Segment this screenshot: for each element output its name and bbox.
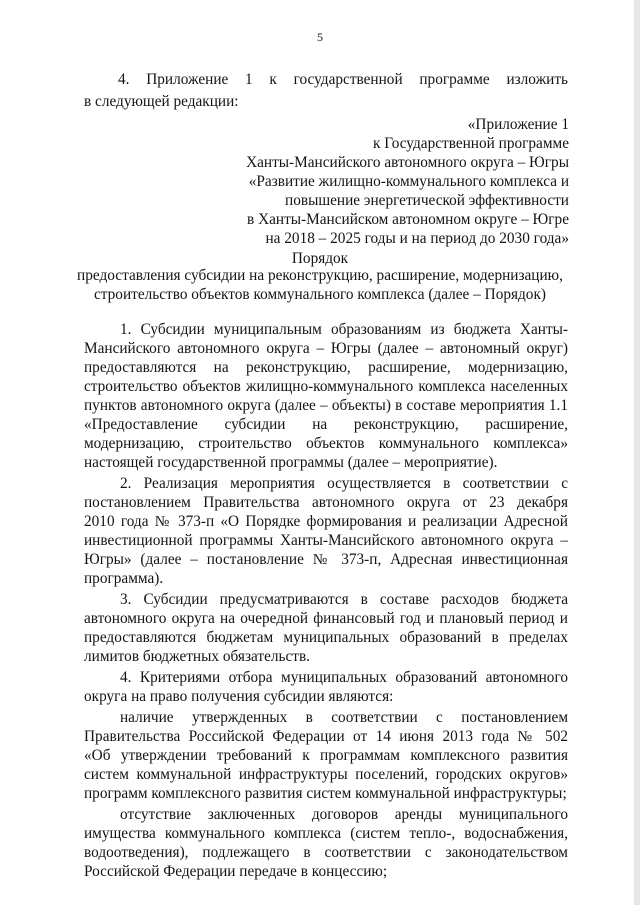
body-line-24: систем коммунальной инфраструктуры поселений, городских округов» [84,766,568,783]
body-line-8: настоящей государственной программы (далее – мероприятие). [84,454,498,471]
body-line-10: постановлением Правительства автономного округа от 23 декабря [84,494,568,511]
body-line-21: наличие утвержденных в соответствии с постановлением [120,709,568,726]
body-line-25: программ комплексного развития систем коммунальной инфраструктуры; [84,785,567,802]
body-line-17: предоставляются бюджетам муниципальных образований в пределах [84,629,568,646]
appendix-header-line-5: повышение энергетической эффективности [285,192,569,209]
title-heading: Порядок [291,250,349,267]
appendix-header-line-6: в Ханты-Мансийском автономном округе – Югре [247,211,569,228]
body-line-20: округа на право получения субсидии являются: [84,688,394,705]
item4-line-1: 4. Приложение 1 к государственной программе изложить [118,71,568,88]
body-line-11: 2010 года № 373-п «О Порядке формирования и реализации Адресной [84,513,568,530]
body-line-22: Правительства Российской Федерации от 14 июня 2013 года № 502 [84,728,568,745]
body-line-18: лимитов бюджетных обязательств. [84,648,310,665]
body-line-23: «Об утверждении требований к программам комплексного развития [84,747,568,764]
title-line-2: строительство объектов коммунального комплекса (далее – Порядок) [94,286,546,303]
appendix-header-line-7: на 2018 – 2025 годы и на период до 2030 года» [265,230,569,247]
body-line-4: строительство объектов жилищно-коммунального комплекса населенных [84,378,568,395]
body-line-9: 2. Реализация мероприятия осуществляется в соответствии с [120,475,568,492]
body-line-28: водоотведения), подлежащего в соответствии с законодательством [84,844,568,861]
body-line-27: имущества коммунального комплекса (систем тепло-, водоснабжения, [84,825,568,842]
appendix-header-line-4: «Развитие жилищно-коммунального комплекса и [248,173,569,190]
body-line-16: автономного округа на очередной финансовый год и плановый период и [84,610,568,627]
appendix-header-line-3: Ханты-Мансийского автономного округа – Югры [246,154,569,171]
body-line-5: пунктов автономного округа (далее – объекты) в составе мероприятия 1.1 [84,397,568,414]
body-line-14: программа). [84,570,164,587]
body-line-26: отсутствие заключенных договоров аренды муниципального [120,806,568,823]
body-line-13: Югры» (далее – постановление № 373-п, Адресная инвестиционная [84,551,568,568]
body-line-3: предоставляются на реконструкцию, расширение, модернизацию, [84,359,568,376]
body-line-1: 1. Субсидии муниципальным образованиям из бюджета Ханты- [120,321,568,338]
body-line-7: модернизацию, строительство объектов коммунального комплекса» [84,435,568,452]
appendix-header-line-2: к Государственной программе [372,135,569,152]
scan-edge-shadow [634,0,640,905]
body-line-6: «Предоставление субсидии на реконструкцию, расширение, [84,416,568,433]
page-number: 5 [317,30,323,44]
body-line-12: инвестиционной программы Ханты-Мансийского автономного округа – [84,532,568,549]
title-line-1: предоставления субсидии на реконструкцию, расширение, модернизацию, [77,267,563,284]
appendix-header-line-1: «Приложение 1 [467,116,569,133]
body-line-2: Мансийского автономного округа – Югры (далее – автономный округ) [84,340,568,357]
body-line-15: 3. Субсидии предусматриваются в составе расходов бюджета [120,591,568,608]
body-line-29: Российской Федерации передаче в концессию; [84,863,388,880]
body-line-19: 4. Критериями отбора муниципальных образований автономного [120,669,568,686]
item4-line-2: в следующей редакции: [84,93,239,110]
